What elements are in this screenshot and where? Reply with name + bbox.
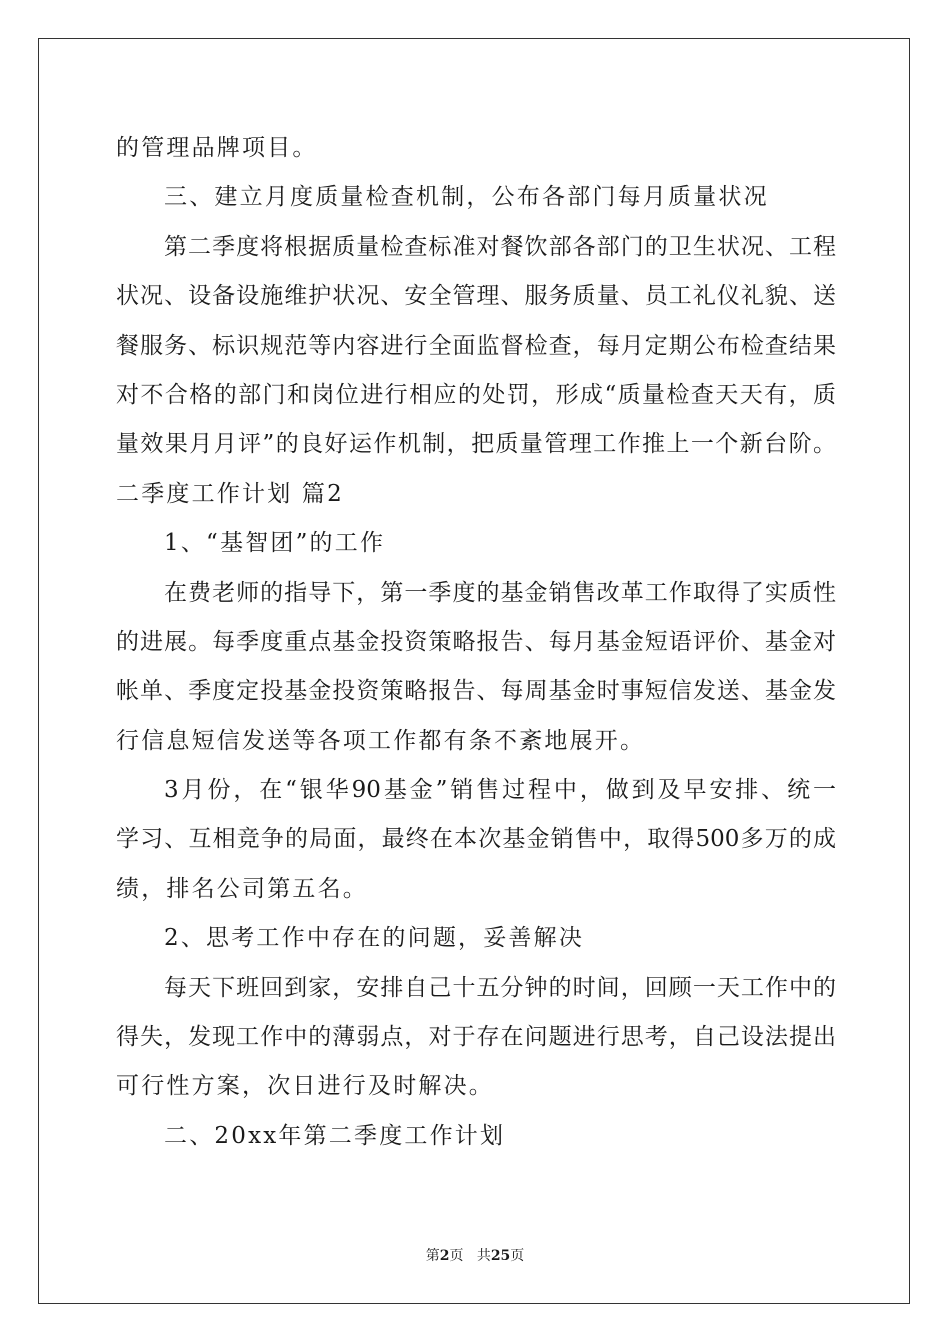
paragraph-line: 量效果月月评”的良好运作机制，把质量管理工作推上一个新台阶。 [116, 431, 836, 458]
paragraph-line: 帐单、季度定投基金投资策略报告、每周基金时事短信发送、基金发 [116, 678, 836, 705]
paragraph-line: 餐服务、标识规范等内容进行全面监督检查，每月定期公布检查结果 [116, 332, 836, 359]
section-heading: 2、思考工作中存在的问题，妥善解决 [164, 925, 585, 952]
paragraph-line: 绩，排名公司第五名。 [116, 875, 368, 902]
section-heading: 二、20xx年第二季度工作计划 [164, 1122, 506, 1149]
paragraph-line: 每天下班回到家，安排自己十五分钟的时间，回顾一天工作中的 [164, 974, 836, 1001]
section-heading: 1、“基智团”的工作 [164, 530, 386, 557]
paragraph-line: 行信息短信发送等各项工作都有条不紊地展开。 [116, 727, 646, 754]
page-footer [0, 1246, 950, 1266]
current-page-number: 2 [439, 1248, 450, 1264]
paragraph-line: 在费老师的指导下，第一季度的基金销售改革工作取得了实质性 [164, 579, 836, 606]
document-body [116, 124, 836, 1161]
section-heading: 三、建立月度质量检查机制，公布各部门每月质量状况 [164, 184, 769, 211]
paragraph-line: 的管理品牌项目。 [116, 135, 318, 161]
paragraph-line: 状况、设备设施维护状况、安全管理、服务质量、员工礼仪礼貌、送 [116, 283, 836, 310]
article-title: 二季度工作计划 篇2 [116, 480, 344, 507]
total-prefix: 共 [476, 1248, 491, 1264]
paragraph-line: 的进展。每季度重点基金投资策略报告、每月基金短语评价、基金对 [116, 628, 836, 655]
page-suffix: 页 [449, 1248, 464, 1264]
paragraph-line: 可行性方案，次日进行及时解决。 [116, 1073, 494, 1100]
page-prefix: 第 [425, 1248, 440, 1264]
paragraph-line: 学习、互相竞争的局面，最终在本次基金销售中，取得500多万的成 [116, 826, 836, 853]
total-suffix: 页 [510, 1248, 525, 1264]
paragraph-line: 得失，发现工作中的薄弱点，对于存在问题进行思考，自己设法提出 [116, 1024, 836, 1051]
total-page-count: 25 [490, 1248, 511, 1264]
paragraph-line: 对不合格的部门和岗位进行相应的处罚，形成“质量检查天天有，质 [116, 381, 836, 408]
paragraph-line: 3月份，在“银华90基金”销售过程中，做到及早安排、统一 [164, 777, 836, 804]
paragraph-line: 第二季度将根据质量检查标准对餐饮部各部门的卫生状况、工程 [164, 233, 836, 260]
